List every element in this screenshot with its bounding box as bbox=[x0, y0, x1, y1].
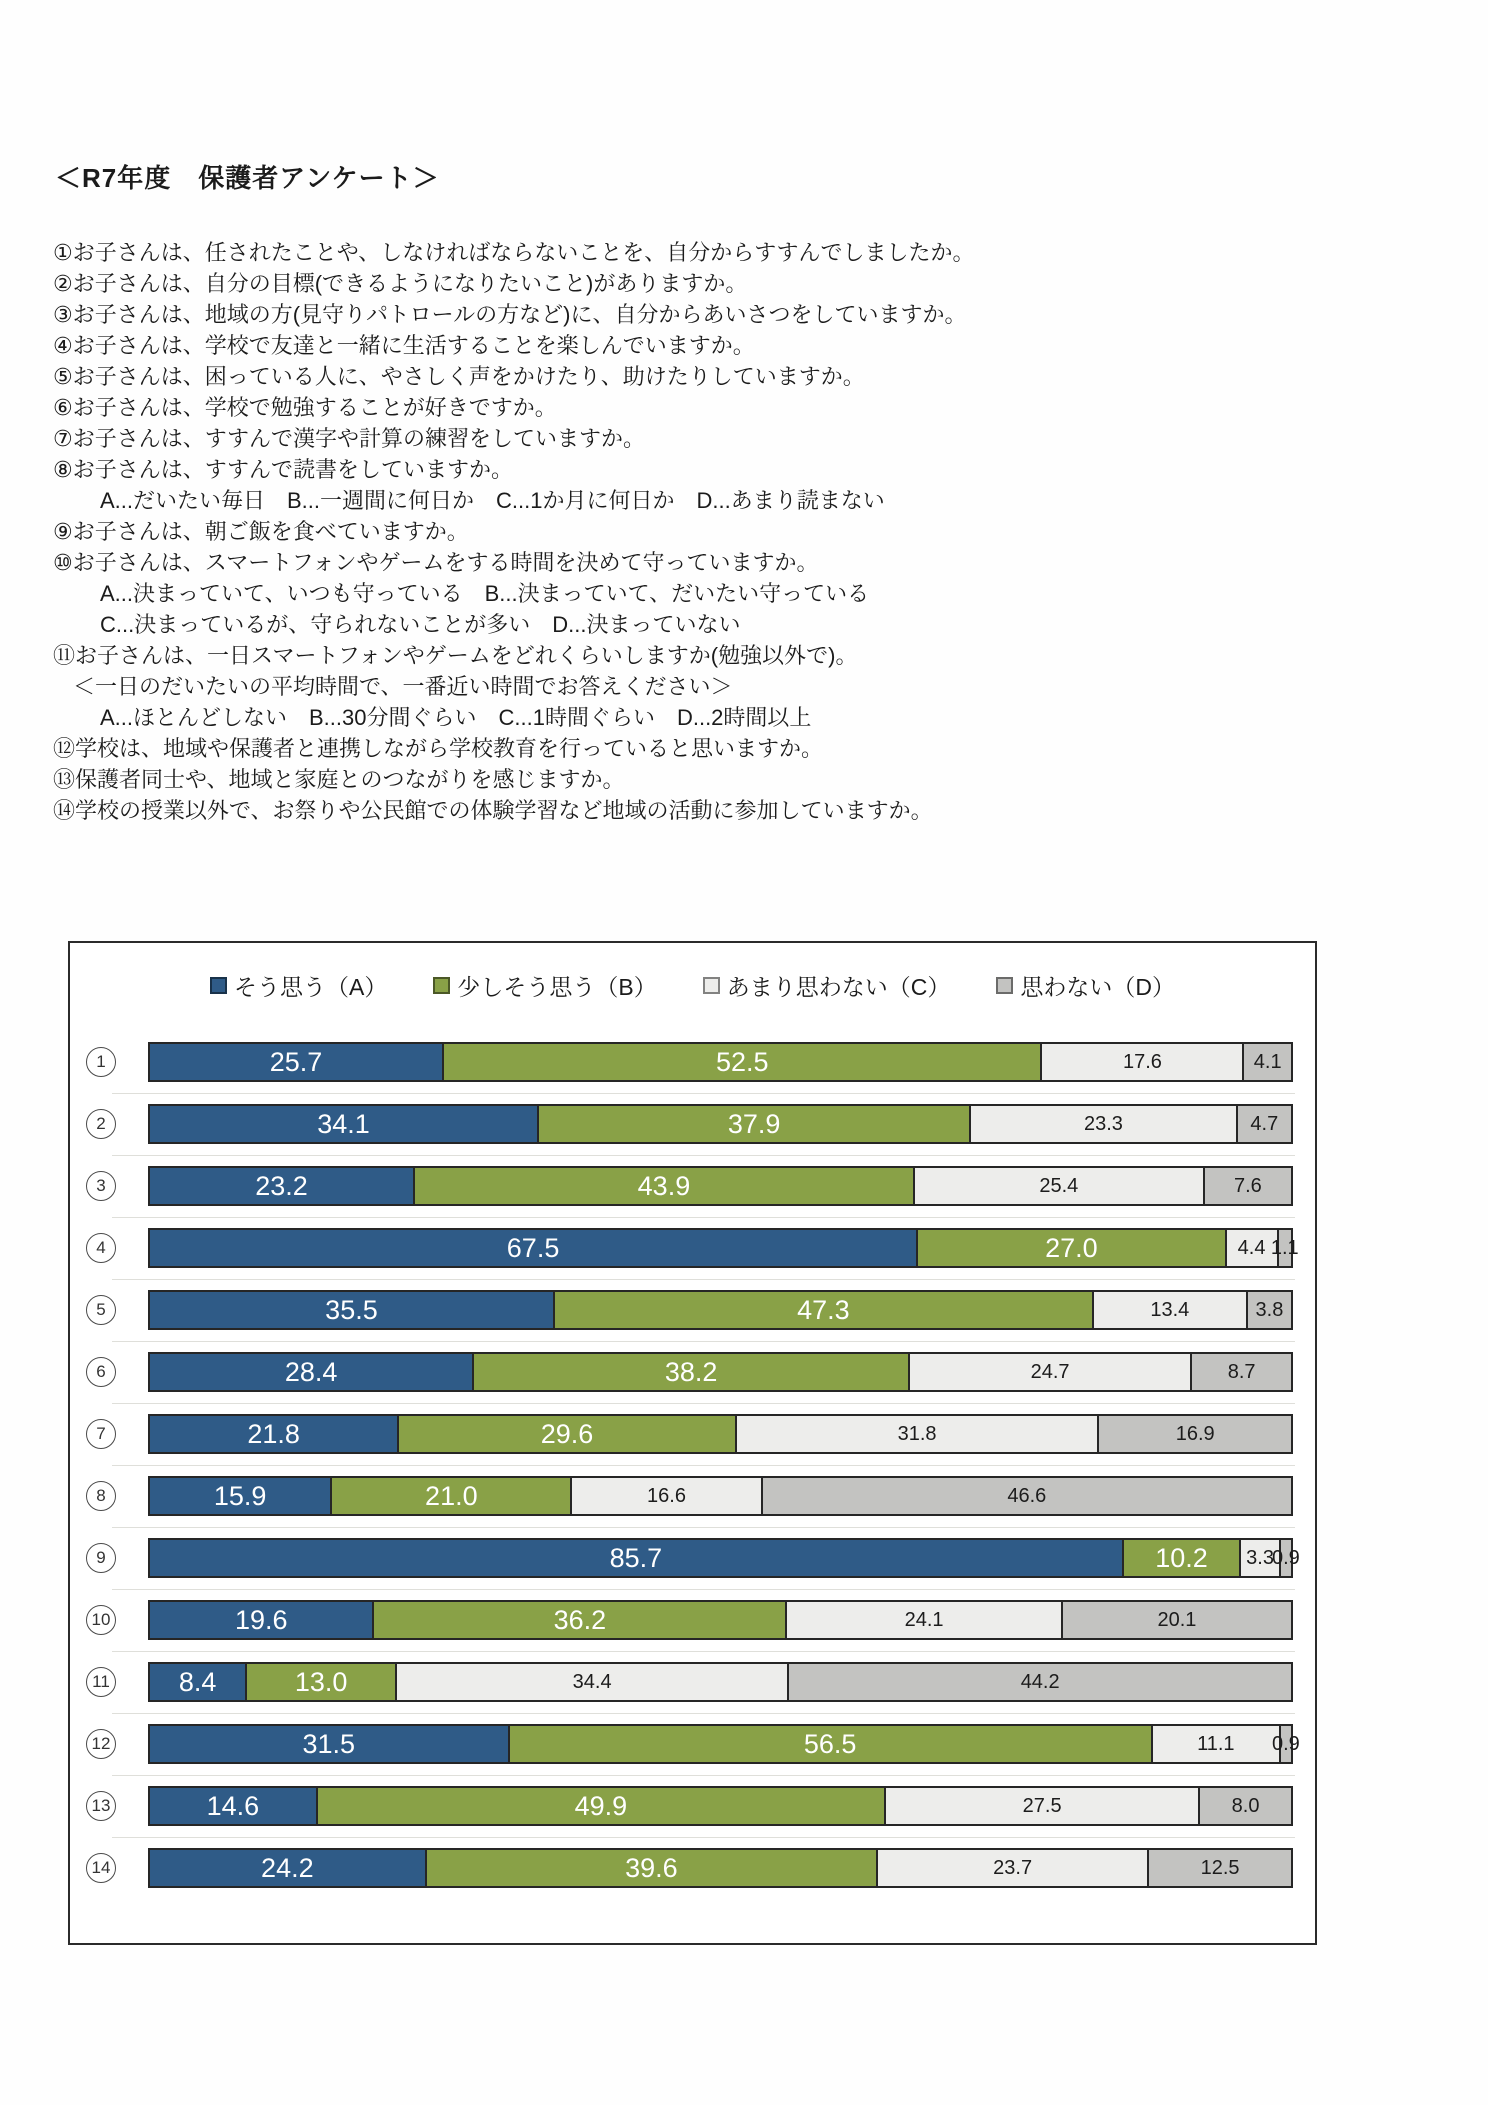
bar-value-label: 34.1 bbox=[317, 1108, 370, 1139]
row-number-circle: 11 bbox=[86, 1667, 116, 1697]
chart-row bbox=[70, 1786, 1315, 1826]
bar-value-label: 85.7 bbox=[609, 1542, 663, 1573]
chart-row bbox=[70, 1724, 1315, 1764]
gridline bbox=[112, 1279, 1295, 1280]
question-line: ①お子さんは、任されたことや、しなければならないことを、自分からすすんでしましたか。 bbox=[53, 240, 975, 265]
bar-value-label: 24.7 bbox=[1030, 1360, 1070, 1383]
bar-segment-C bbox=[395, 1664, 787, 1700]
bar-segment-D bbox=[761, 1478, 1291, 1514]
bar-segment-D bbox=[1270, 1230, 1299, 1266]
chart-row bbox=[70, 1600, 1315, 1640]
stacked-bar bbox=[148, 1042, 1293, 1082]
bar-segment-D bbox=[1272, 1726, 1300, 1762]
gridline bbox=[112, 1403, 1295, 1404]
bar-segment-D bbox=[1203, 1168, 1291, 1204]
gridline bbox=[112, 1465, 1295, 1466]
chart-row bbox=[70, 1352, 1315, 1392]
bar-value-label: 4.4 bbox=[1237, 1236, 1266, 1259]
stacked-bar bbox=[148, 1476, 1293, 1516]
bar-value-label: 25.7 bbox=[269, 1046, 323, 1077]
bar-segment-A bbox=[150, 1726, 508, 1762]
bar-value-label: 11.1 bbox=[1197, 1732, 1235, 1755]
bar-value-label: 3.3 bbox=[1246, 1546, 1274, 1569]
bar-segment-B bbox=[1122, 1540, 1240, 1576]
bar-value-label: 43.9 bbox=[637, 1170, 691, 1201]
bar-segment-A bbox=[150, 1416, 397, 1452]
bar-segment-B bbox=[537, 1106, 969, 1142]
question-line: ⑧お子さんは、すすんで読書をしていますか。 bbox=[53, 457, 513, 482]
bar-value-label: 56.5 bbox=[803, 1728, 857, 1759]
legend-item-D bbox=[996, 969, 1175, 1002]
row-number bbox=[70, 1419, 148, 1449]
bar-segment-A bbox=[150, 1106, 537, 1142]
row-number bbox=[70, 1667, 148, 1697]
chart-row bbox=[70, 1848, 1315, 1888]
bar-value-label: 4.7 bbox=[1250, 1112, 1279, 1135]
bar-value-label: 8.4 bbox=[178, 1666, 217, 1697]
bar-value-label: 12.5 bbox=[1200, 1856, 1240, 1879]
bar-segment-C bbox=[908, 1354, 1190, 1390]
chart-row bbox=[70, 1104, 1315, 1144]
bar-value-label: 8.7 bbox=[1227, 1360, 1256, 1383]
row-number bbox=[70, 1729, 148, 1759]
row-number-circle: 9 bbox=[86, 1543, 116, 1573]
question-line: ②お子さんは、自分の目標(できるようになりたいこと)がありますか。 bbox=[53, 271, 748, 296]
gridline bbox=[112, 1837, 1295, 1838]
question-line: ③お子さんは、地域の方(見守りパトロールの方など)に、自分からあいさつをしていますか。 bbox=[53, 302, 967, 327]
bar-value-label: 31.8 bbox=[897, 1422, 937, 1445]
legend-label: そう思う（A） bbox=[234, 974, 388, 1000]
bar-value-label: 3.8 bbox=[1255, 1298, 1284, 1321]
bar-value-label: 67.5 bbox=[506, 1232, 560, 1263]
row-number bbox=[70, 1109, 148, 1139]
bar-segment-B bbox=[916, 1230, 1224, 1266]
question-line: A...だいたい毎日 B...一週間に何日か C...1か月に何日か D...あまり読まない bbox=[100, 488, 885, 513]
gridline bbox=[112, 1589, 1295, 1590]
question-line: C...決まっているが、守られないことが多い D...決まっていない bbox=[100, 612, 741, 637]
gridline bbox=[112, 1155, 1295, 1156]
bar-value-label: 16.6 bbox=[647, 1484, 686, 1507]
row-number-circle: 8 bbox=[86, 1481, 116, 1511]
question-line: ⑦お子さんは、すすんで漢字や計算の練習をしていますか。 bbox=[53, 426, 645, 451]
bar-segment-B bbox=[508, 1726, 1151, 1762]
gridline bbox=[112, 1527, 1295, 1528]
bar-segment-A bbox=[150, 1168, 413, 1204]
row-number-circle: 4 bbox=[86, 1233, 116, 1263]
chart-row bbox=[70, 1042, 1315, 1082]
bar-value-label: 13.4 bbox=[1150, 1298, 1190, 1321]
row-number-circle: 6 bbox=[86, 1357, 116, 1387]
bar-value-label: 44.2 bbox=[1020, 1670, 1060, 1693]
stacked-bar bbox=[148, 1662, 1293, 1702]
legend-item-C bbox=[703, 969, 951, 1002]
stacked-bar bbox=[148, 1600, 1293, 1640]
bar-value-label: 0.9 bbox=[1272, 1546, 1300, 1569]
bar-segment-D bbox=[1147, 1850, 1291, 1886]
bar-value-label: 27.5 bbox=[1022, 1794, 1062, 1817]
chart-row bbox=[70, 1228, 1315, 1268]
question-line: ⑨お子さんは、朝ご飯を食べていますか。 bbox=[53, 519, 469, 544]
bar-value-label: 35.5 bbox=[325, 1294, 378, 1325]
bar-value-label: 27.0 bbox=[1045, 1232, 1098, 1263]
stacked-bar bbox=[148, 1228, 1299, 1268]
gridline bbox=[112, 1093, 1295, 1094]
bar-value-label: 20.1 bbox=[1157, 1608, 1197, 1631]
bar-segment-A bbox=[150, 1850, 425, 1886]
row-number-circle: 3 bbox=[86, 1171, 116, 1201]
bar-segment-D bbox=[1190, 1354, 1291, 1390]
gridline bbox=[112, 1651, 1295, 1652]
bar-value-label: 14.6 bbox=[206, 1790, 260, 1821]
bar-value-label: 23.7 bbox=[993, 1856, 1033, 1879]
bar-segment-B bbox=[442, 1044, 1040, 1080]
legend-item-A bbox=[210, 969, 387, 1002]
bar-segment-B bbox=[397, 1416, 735, 1452]
question-line: ＜一日のだいたいの平均時間で、一番近い時間でお答えください＞ bbox=[73, 674, 733, 699]
bar-value-label: 52.5 bbox=[715, 1046, 769, 1077]
bar-value-label: 4.1 bbox=[1253, 1050, 1282, 1073]
bar-value-label: 1.1 bbox=[1270, 1236, 1299, 1259]
survey-chart bbox=[68, 941, 1317, 1945]
row-number bbox=[70, 1605, 148, 1635]
bar-segment-D bbox=[1097, 1416, 1291, 1452]
chart-row bbox=[70, 1290, 1315, 1330]
bar-segment-C bbox=[1225, 1230, 1277, 1266]
legend-label: 思わない（D） bbox=[1020, 974, 1175, 1000]
bar-value-label: 38.2 bbox=[664, 1356, 718, 1387]
row-number bbox=[70, 1295, 148, 1325]
chart-row bbox=[70, 1166, 1315, 1206]
bar-segment-A bbox=[150, 1664, 245, 1700]
question-line: ⑥お子さんは、学校で勉強することが好きですか。 bbox=[53, 395, 557, 420]
gridline bbox=[112, 1713, 1295, 1714]
bar-value-label: 19.6 bbox=[234, 1604, 288, 1635]
bar-value-label: 17.6 bbox=[1122, 1050, 1162, 1073]
bar-segment-C bbox=[785, 1602, 1061, 1638]
chart-legend bbox=[70, 969, 1315, 1002]
bar-value-label: 10.2 bbox=[1155, 1542, 1208, 1573]
bar-segment-A bbox=[150, 1230, 916, 1266]
bar-segment-C bbox=[1151, 1726, 1279, 1762]
bar-value-label: 16.9 bbox=[1175, 1422, 1215, 1445]
chart-row bbox=[70, 1414, 1315, 1454]
bar-value-label: 7.6 bbox=[1234, 1174, 1262, 1197]
question-line: ④お子さんは、学校で友達と一緒に生活することを楽しんでいますか。 bbox=[53, 333, 755, 358]
row-number-circle: 1 bbox=[86, 1047, 116, 1077]
stacked-bar bbox=[148, 1848, 1293, 1888]
bar-segment-D bbox=[1242, 1044, 1291, 1080]
legend-swatch-icon bbox=[433, 977, 450, 994]
stacked-bar bbox=[148, 1290, 1293, 1330]
stacked-bar bbox=[148, 1104, 1293, 1144]
row-number bbox=[70, 1791, 148, 1821]
legend-item-B bbox=[433, 969, 656, 1002]
row-number-circle: 13 bbox=[86, 1791, 116, 1821]
row-number-circle: 14 bbox=[86, 1853, 116, 1883]
row-number bbox=[70, 1481, 148, 1511]
bar-segment-C bbox=[1092, 1292, 1246, 1328]
bar-segment-B bbox=[372, 1602, 785, 1638]
bar-segment-B bbox=[425, 1850, 876, 1886]
bar-segment-B bbox=[330, 1478, 570, 1514]
row-number-circle: 5 bbox=[86, 1295, 116, 1325]
bar-segment-D bbox=[1198, 1788, 1291, 1824]
bar-value-label: 8.0 bbox=[1231, 1794, 1260, 1817]
stacked-bar bbox=[148, 1724, 1300, 1764]
bar-value-label: 46.6 bbox=[1007, 1484, 1047, 1507]
question-line: ⑩お子さんは、スマートフォンやゲームをする時間を決めて守っていますか。 bbox=[53, 550, 819, 575]
bar-value-label: 29.6 bbox=[540, 1418, 594, 1449]
row-number bbox=[70, 1543, 148, 1573]
bar-segment-A bbox=[150, 1602, 372, 1638]
question-line: ⑬保護者同士や、地域と家庭とのつながりを感じますか。 bbox=[53, 767, 625, 792]
bar-value-label: 0.9 bbox=[1272, 1732, 1300, 1755]
bar-value-label: 23.3 bbox=[1083, 1112, 1123, 1135]
question-line: A...ほとんどしない B...30分間ぐらい C...1時間ぐらい D...2時間以上 bbox=[100, 705, 812, 730]
gridline bbox=[112, 1217, 1295, 1218]
bar-segment-A bbox=[150, 1788, 316, 1824]
chart-row bbox=[70, 1538, 1315, 1578]
row-number-circle: 10 bbox=[86, 1605, 116, 1635]
stacked-bar bbox=[148, 1352, 1293, 1392]
bar-segment-A bbox=[150, 1292, 553, 1328]
bar-segment-D bbox=[1272, 1540, 1300, 1576]
bar-value-label: 37.9 bbox=[727, 1108, 781, 1139]
row-number bbox=[70, 1357, 148, 1387]
bar-segment-C bbox=[884, 1788, 1198, 1824]
row-number-circle: 12 bbox=[86, 1729, 116, 1759]
bar-segment-C bbox=[735, 1416, 1098, 1452]
bar-value-label: 47.3 bbox=[797, 1294, 850, 1325]
gridline bbox=[112, 1341, 1295, 1342]
bar-value-label: 21.8 bbox=[247, 1418, 300, 1449]
row-number bbox=[70, 1171, 148, 1201]
row-number-circle: 7 bbox=[86, 1419, 116, 1449]
stacked-bar bbox=[148, 1414, 1293, 1454]
bar-value-label: 24.1 bbox=[904, 1608, 944, 1631]
bar-segment-A bbox=[150, 1478, 330, 1514]
bar-segment-C bbox=[570, 1478, 760, 1514]
question-line: ⑪お子さんは、一日スマートフォンやゲームをどれくらいしますか(勉強以外で)。 bbox=[53, 643, 858, 668]
question-list bbox=[53, 237, 1203, 826]
bar-value-label: 28.4 bbox=[284, 1356, 338, 1387]
stacked-bar bbox=[148, 1538, 1300, 1578]
legend-swatch-icon bbox=[996, 977, 1013, 994]
stacked-bar bbox=[148, 1786, 1293, 1826]
legend-swatch-icon bbox=[210, 977, 227, 994]
bar-segment-D bbox=[1236, 1106, 1291, 1142]
bar-value-label: 13.0 bbox=[294, 1666, 348, 1697]
bar-segment-D bbox=[1061, 1602, 1291, 1638]
row-number bbox=[70, 1853, 148, 1883]
stacked-bar bbox=[148, 1166, 1293, 1206]
question-line: A...決まっていて、いつも守っている B...決まっていて、だいたい守っている bbox=[100, 581, 870, 606]
bar-segment-C bbox=[913, 1168, 1203, 1204]
chart-rows bbox=[70, 1042, 1315, 1888]
legend-swatch-icon bbox=[703, 977, 720, 994]
legend-label: あまり思わない（C） bbox=[726, 974, 951, 1000]
bar-segment-C bbox=[1040, 1044, 1242, 1080]
bar-segment-B bbox=[245, 1664, 395, 1700]
bar-segment-A bbox=[150, 1044, 442, 1080]
bar-value-label: 49.9 bbox=[574, 1790, 628, 1821]
bar-value-label: 34.4 bbox=[572, 1670, 612, 1693]
legend-label: 少しそう思う（B） bbox=[457, 974, 657, 1000]
bar-segment-B bbox=[316, 1788, 884, 1824]
bar-segment-C bbox=[969, 1106, 1235, 1142]
bar-value-label: 23.2 bbox=[255, 1170, 308, 1201]
bar-value-label: 25.4 bbox=[1039, 1174, 1079, 1197]
gridline bbox=[112, 1775, 1295, 1776]
bar-value-label: 31.5 bbox=[302, 1728, 356, 1759]
row-number bbox=[70, 1233, 148, 1263]
bar-value-label: 15.9 bbox=[213, 1480, 267, 1511]
question-line: ⑤お子さんは、困っている人に、やさしく声をかけたり、助けたりしていますか。 bbox=[53, 364, 865, 389]
bar-value-label: 36.2 bbox=[553, 1604, 607, 1635]
bar-segment-B bbox=[413, 1168, 913, 1204]
chart-row bbox=[70, 1662, 1315, 1702]
chart-row bbox=[70, 1476, 1315, 1516]
bar-segment-C bbox=[876, 1850, 1147, 1886]
row-number-circle: 2 bbox=[86, 1109, 116, 1139]
bar-segment-A bbox=[150, 1354, 472, 1390]
page-title: ＜R7年度 保護者アンケート＞ bbox=[55, 163, 440, 193]
question-line: ⑫学校は、地域や保護者と連携しながら学校教育を行っていると思いますか。 bbox=[53, 736, 824, 761]
bar-value-label: 39.6 bbox=[625, 1852, 678, 1883]
bar-segment-D bbox=[787, 1664, 1291, 1700]
bar-value-label: 24.2 bbox=[261, 1852, 314, 1883]
bar-segment-A bbox=[150, 1540, 1122, 1576]
row-number bbox=[70, 1047, 148, 1077]
question-line: ⑭学校の授業以外で、お祭りや公民館での体験学習など地域の活動に参加していますか。 bbox=[53, 798, 933, 823]
bar-segment-D bbox=[1246, 1292, 1291, 1328]
bar-segment-B bbox=[553, 1292, 1092, 1328]
bar-value-label: 21.0 bbox=[425, 1480, 478, 1511]
bar-segment-B bbox=[472, 1354, 908, 1390]
